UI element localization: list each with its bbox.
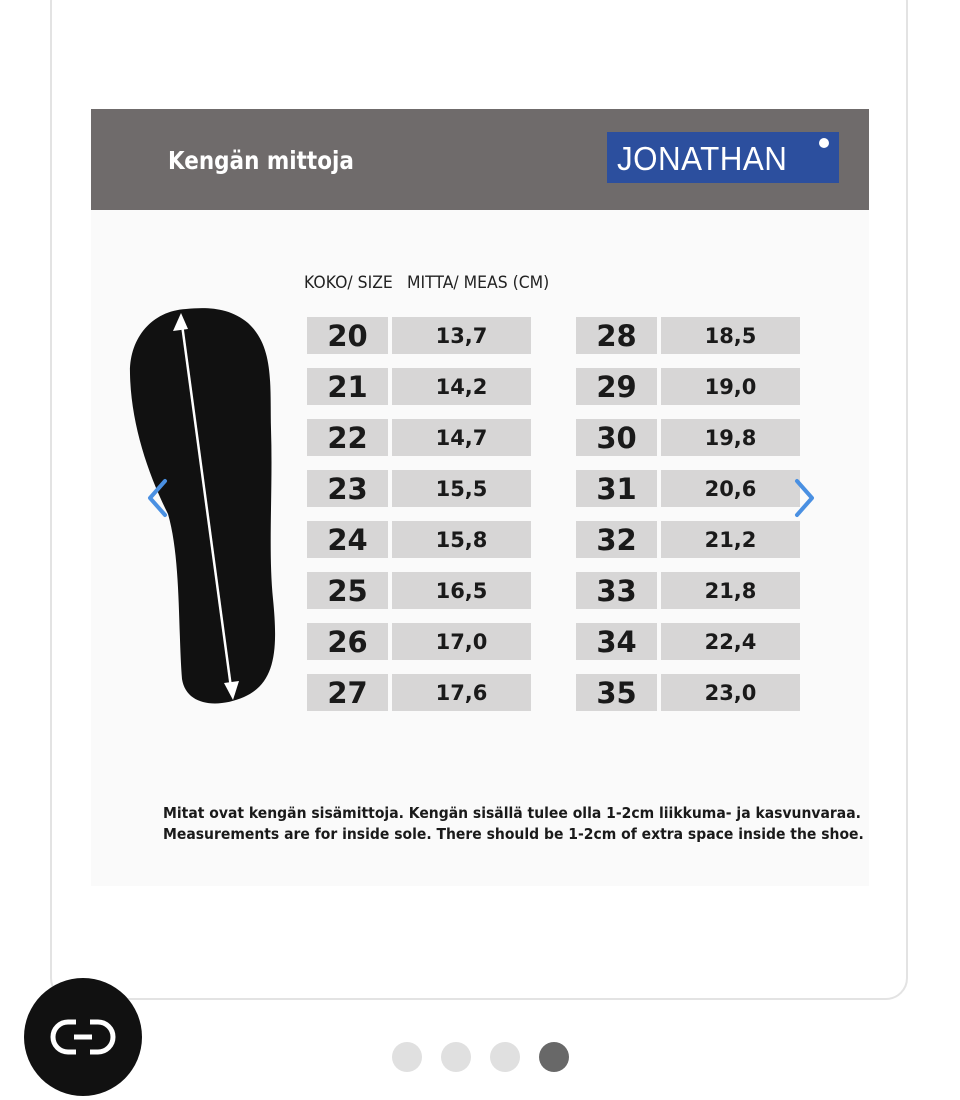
measurement-cell: 15,5 — [392, 470, 531, 507]
size-chart-note-finnish: Mitat ovat kengän sisämittoja. Kengän sisällä tulee olla 1-2cm liikkuma- ja kasvunvaraa. — [163, 804, 861, 822]
size-chart-note-english: Measurements are for inside sole. There should be 1-2cm of extra space inside the shoe. — [163, 825, 864, 843]
measurement-column-heading: MITTA/ MEAS (CM) — [406, 273, 550, 293]
measurement-cell: 17,0 — [392, 623, 531, 660]
brand-logo-dot — [819, 138, 829, 148]
carousel-dot-4[interactable] — [539, 1042, 569, 1072]
carousel-prev-button[interactable] — [141, 473, 175, 523]
size-cell: 30 — [576, 419, 657, 456]
size-cell: 23 — [307, 470, 388, 507]
size-chart-note — [163, 803, 864, 845]
compare-button[interactable] — [24, 978, 142, 1096]
measurement-cell: 14,2 — [392, 368, 531, 405]
measurement-cell: 15,8 — [392, 521, 531, 558]
size-cell: 25 — [307, 572, 388, 609]
size-column-heading: KOKO/ SIZE — [304, 273, 393, 293]
measurement-cell: 20,6 — [661, 470, 800, 507]
size-cell: 35 — [576, 674, 657, 711]
size-chart-header — [91, 109, 869, 210]
size-cell: 29 — [576, 368, 657, 405]
carousel-dot-2[interactable] — [441, 1042, 471, 1072]
size-cell: 31 — [576, 470, 657, 507]
measurement-cell: 14,7 — [392, 419, 531, 456]
carousel-next-button[interactable] — [787, 473, 821, 523]
measurement-cell: 19,0 — [661, 368, 800, 405]
measurement-cell: 19,8 — [661, 419, 800, 456]
measurement-cell: 21,2 — [661, 521, 800, 558]
measurement-cell: 13,7 — [392, 317, 531, 354]
size-cell: 26 — [307, 623, 388, 660]
carousel-dot-1[interactable] — [392, 1042, 422, 1072]
chevron-right-icon — [787, 473, 821, 523]
size-cell: 22 — [307, 419, 388, 456]
size-cell: 20 — [307, 317, 388, 354]
brand-logo-text: JONATHAN — [617, 140, 788, 177]
size-chart-image — [91, 109, 869, 886]
size-cell: 27 — [307, 674, 388, 711]
size-chart-title: Kengän mittoja — [168, 146, 354, 175]
carousel-dot-3[interactable] — [490, 1042, 520, 1072]
measurement-cell: 23,0 — [661, 674, 800, 711]
compare-icon — [24, 978, 142, 1096]
chevron-left-icon — [141, 473, 175, 523]
measurement-cell: 16,5 — [392, 572, 531, 609]
brand-logo — [607, 132, 839, 183]
measurement-cell: 21,8 — [661, 572, 800, 609]
size-cell: 33 — [576, 572, 657, 609]
measurement-cell: 17,6 — [392, 674, 531, 711]
size-chart-column-headings — [304, 273, 549, 293]
size-cell: 32 — [576, 521, 657, 558]
measurement-cell: 22,4 — [661, 623, 800, 660]
size-cell: 24 — [307, 521, 388, 558]
measurement-cell: 18,5 — [661, 317, 800, 354]
size-cell: 34 — [576, 623, 657, 660]
size-cell: 21 — [307, 368, 388, 405]
size-cell: 28 — [576, 317, 657, 354]
